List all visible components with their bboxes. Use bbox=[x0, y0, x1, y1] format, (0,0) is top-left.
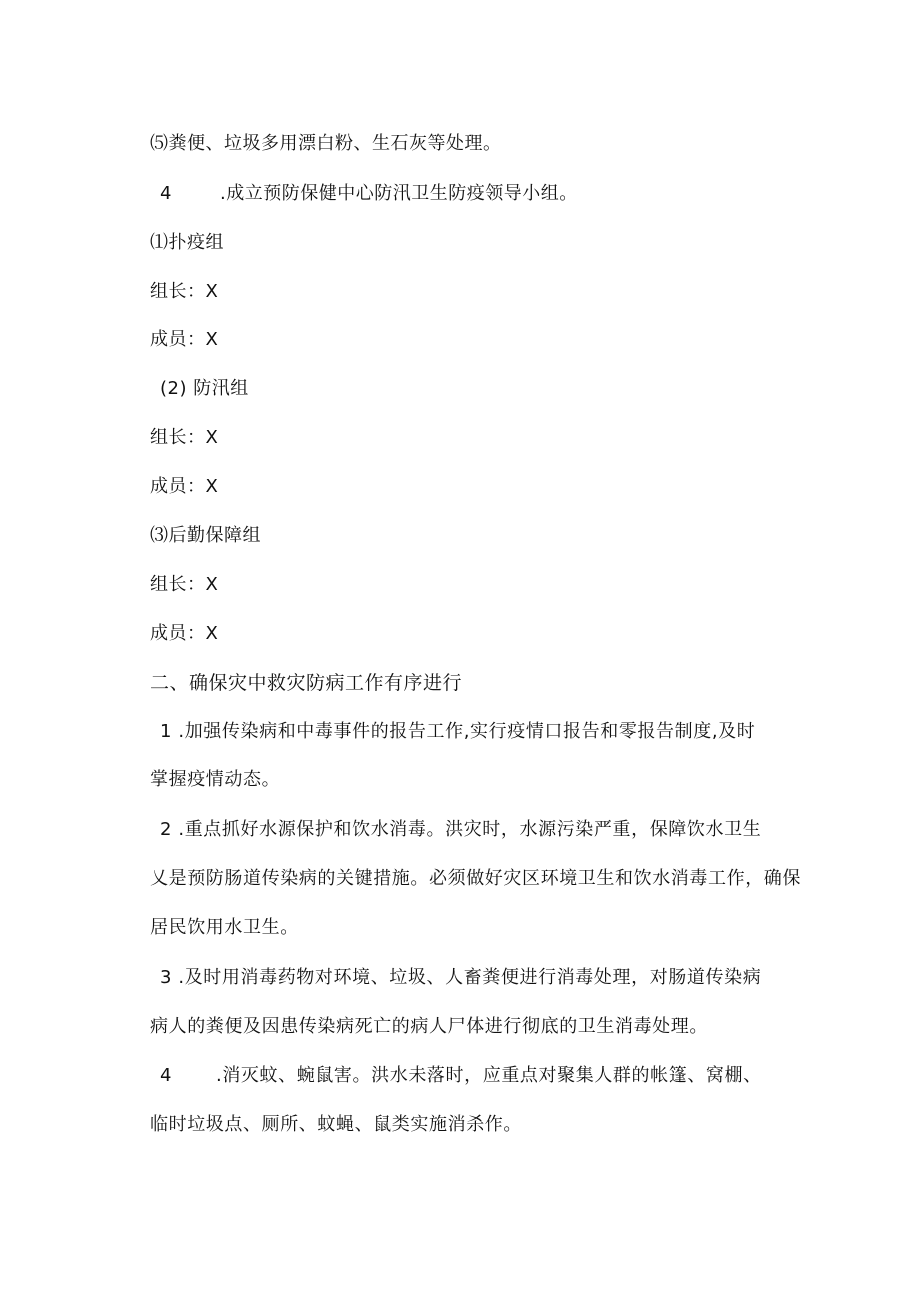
leader-line: 组长：X bbox=[150, 427, 219, 448]
member-line: 成员：X bbox=[150, 476, 219, 497]
section-heading: 二、确保灾中救灾防病工作有序进行 bbox=[150, 672, 463, 694]
paragraph-2-line-3: 居民饮用水卫生。 bbox=[150, 917, 299, 938]
paragraph-4-line-2: 临时垃圾点、厕所、蚊蝇、鼠类实施消杀作。 bbox=[150, 1114, 522, 1135]
subgroup-epidemic-title: ⑴扑疫组 bbox=[150, 232, 224, 253]
paragraph-2-line-1: 2 .重点抓好水源保护和饮水消毒。洪灾时，水源污染严重，保障饮水卫生 bbox=[160, 819, 762, 840]
item-4-leadership-group bbox=[160, 182, 578, 206]
paragraph-1-line-1: 1 .加强传染病和中毒事件的报告工作,实行疫情口报告和零报告制度,及时 bbox=[160, 721, 756, 742]
paragraph-2-line-2: 乂是预防肠道传染病的关键措施。必须做好灾区环境卫生和饮水消毒工作，确保 bbox=[150, 868, 801, 889]
paragraph-3-line-2: 病人的粪便及因患传染病死亡的病人尸体进行彻底的卫生消毒处理。 bbox=[150, 1016, 708, 1037]
leader-line: 组长：X bbox=[150, 281, 219, 302]
item-number: 4 bbox=[160, 183, 172, 204]
item-text: .消灭蚊、蜿鼠害。洪水未落时，应重点对聚集人群的帐篷、窝棚、 bbox=[216, 1065, 762, 1086]
item-text: .成立预防保健中心防汛卫生防疫领导小组。 bbox=[220, 183, 578, 204]
subgroup-flood-title: (2) 防汛组 bbox=[160, 378, 249, 399]
paragraph-3-line-1: 3 .及时用消毒药物对环境、垃圾、人畜粪便进行消毒处理，对肠道传染病 bbox=[160, 967, 762, 988]
member-line: 成员：X bbox=[150, 623, 219, 644]
paragraph-1-line-2: 掌握疫情动态。 bbox=[150, 769, 281, 790]
leader-line: 组长：X bbox=[150, 574, 219, 595]
member-line: 成员：X bbox=[150, 329, 219, 350]
item-5-feces-garbage: ⑸粪便、垃圾多用漂白粉、生石灰等处理。 bbox=[150, 133, 502, 154]
paragraph-4-line-1 bbox=[160, 1064, 762, 1088]
subgroup-logistics-title: ⑶后勤保障组 bbox=[150, 525, 261, 546]
item-number: 4 bbox=[160, 1065, 173, 1086]
